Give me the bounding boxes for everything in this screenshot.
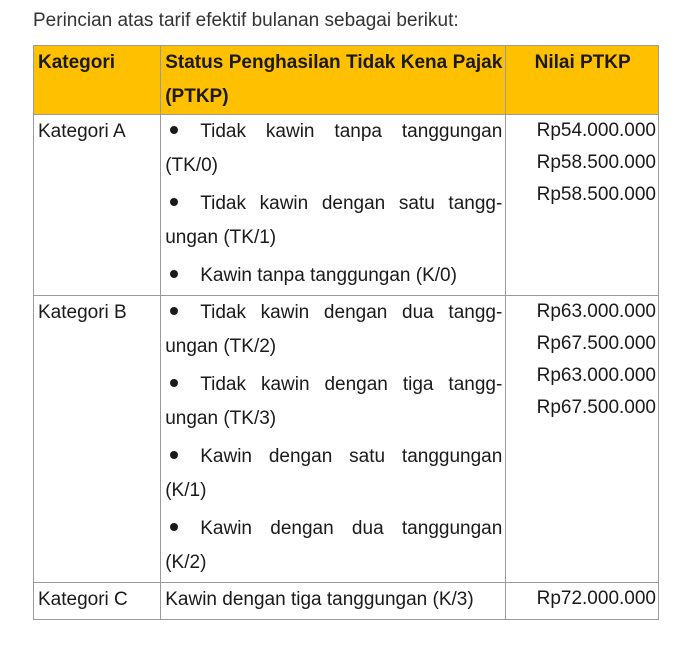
bullet-icon <box>170 379 178 387</box>
status-text: Tidak kawin dengan tiga tangg-ungan (TK/3) <box>165 374 503 429</box>
status-text: Tidak kawin tanpa tanggungan (TK/0) <box>165 121 503 176</box>
list-item <box>165 296 502 364</box>
list-item <box>165 512 502 580</box>
status-text: Tidak kawin dengan satu tangg-ungan (TK/1) <box>165 193 503 248</box>
table-row <box>34 115 659 296</box>
status-cell: Kawin dengan tiga tanggungan (K/3) <box>161 583 506 620</box>
table-row <box>34 583 659 620</box>
header-status-ptkp: Status Penghasilan Tidak Kena Pajak (PTKP) <box>161 46 506 115</box>
category-cell: Kategori B <box>34 296 161 583</box>
list-item <box>165 440 502 508</box>
table-header-row <box>34 46 659 115</box>
category-cell: Kategori C <box>34 583 161 620</box>
list-item <box>165 368 502 436</box>
value-cell <box>506 583 659 620</box>
bullet-icon <box>170 270 178 278</box>
bullet-icon <box>170 126 178 134</box>
value-cell <box>506 115 659 296</box>
status-text: Kawin dengan satu tanggungan (K/1) <box>165 446 503 501</box>
category-cell: Kategori A <box>34 115 161 296</box>
status-text: Tidak kawin dengan dua tangg-ungan (TK/2) <box>165 302 503 357</box>
status-text: Kawin tanpa tanggungan (K/0) <box>200 265 457 286</box>
header-nilai-ptkp: Nilai PTKP <box>506 46 659 115</box>
status-cell <box>161 296 506 583</box>
ptkp-value: Rp58.500.000 <box>536 152 656 173</box>
list-item <box>165 115 502 183</box>
ptkp-value: Rp72.000.000 <box>536 588 656 609</box>
list-item <box>165 187 502 255</box>
bullet-icon <box>170 451 178 459</box>
bullet-icon <box>170 198 178 206</box>
ptkp-value: Rp54.000.000 <box>536 120 656 141</box>
intro-text: Perincian atas tarif efektif bulanan sebagai berikut: <box>33 10 459 31</box>
value-cell <box>506 296 659 583</box>
header-kategori: Kategori <box>34 46 161 115</box>
ptkp-value: Rp63.000.000 <box>536 301 656 322</box>
ptkp-value: Rp63.000.000 <box>536 365 656 386</box>
status-text: Kawin dengan dua tanggungan (K/2) <box>165 518 503 573</box>
ptkp-value: Rp67.500.000 <box>536 397 656 418</box>
bullet-icon <box>170 307 178 315</box>
ptkp-table <box>33 45 659 620</box>
ptkp-value: Rp58.500.000 <box>536 184 656 205</box>
bullet-icon <box>170 523 178 531</box>
ptkp-value: Rp67.500.000 <box>536 333 656 354</box>
list-item <box>165 259 502 293</box>
status-cell <box>161 115 506 296</box>
table-row <box>34 296 659 583</box>
